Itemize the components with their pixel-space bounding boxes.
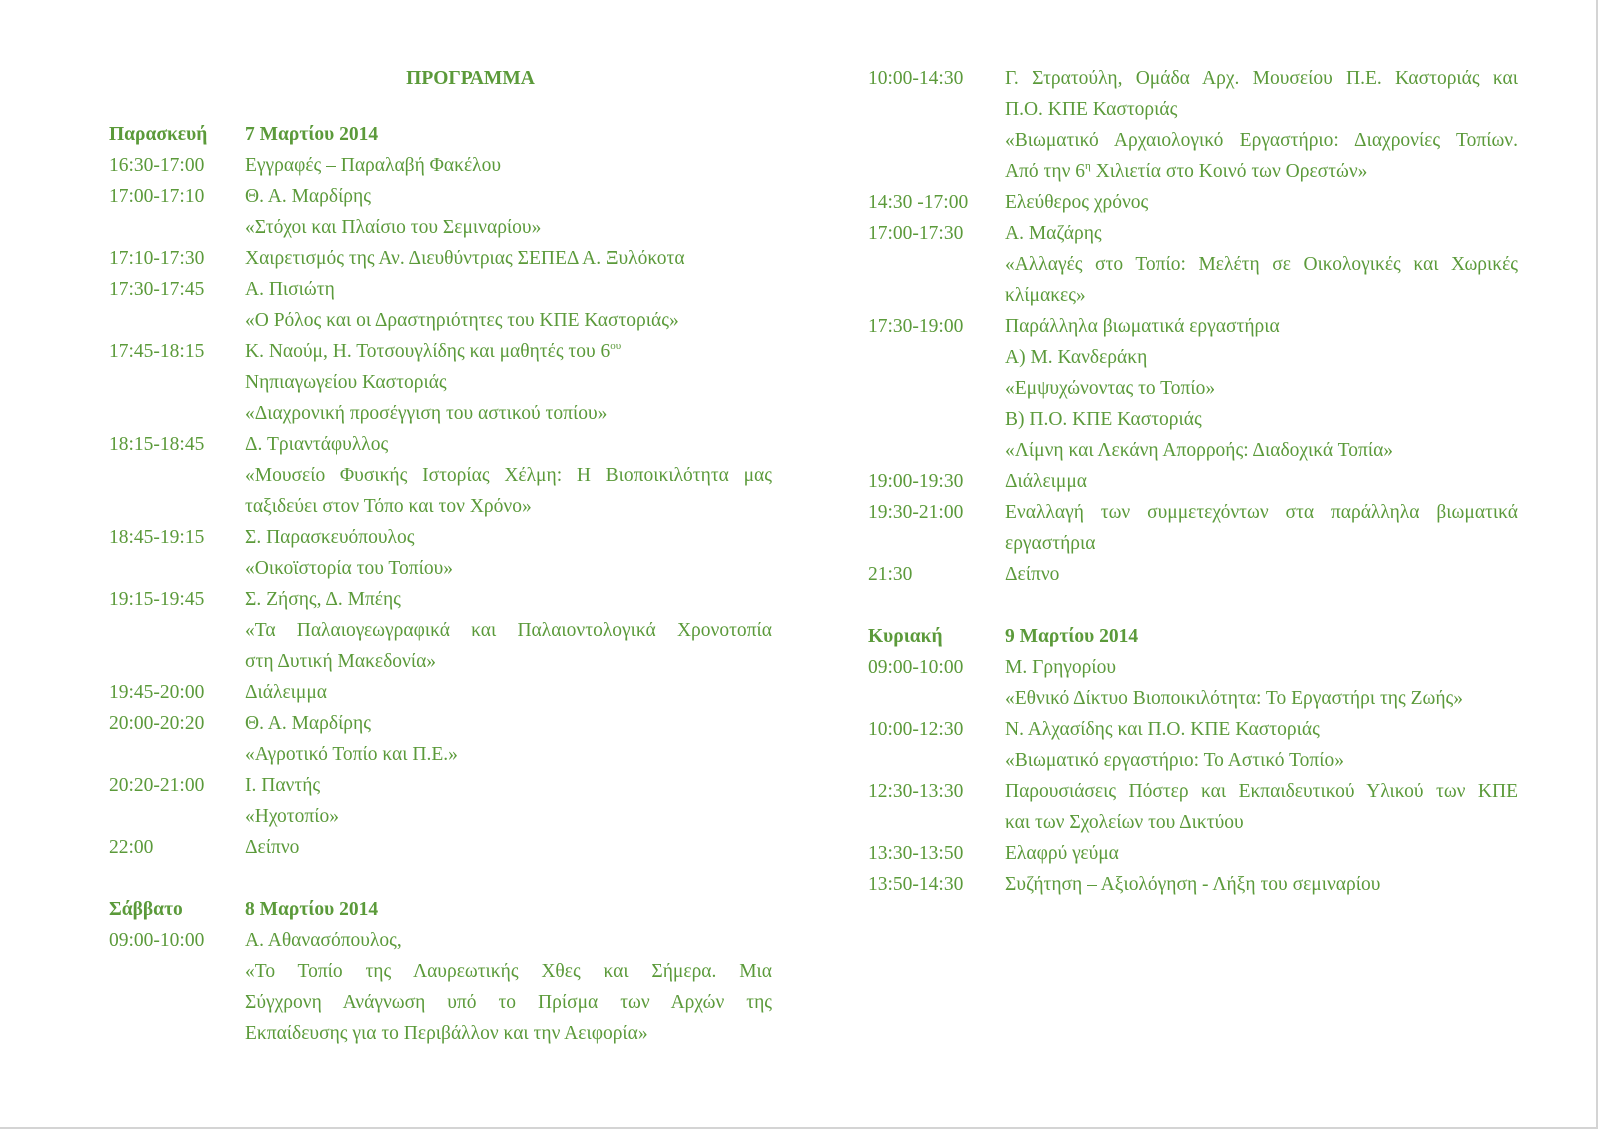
schedule-item: 18:45-19:15 Σ. Παρασκευόπουλος «Οικοϊστορία του Τοπίου»: [109, 527, 453, 579]
schedule-item: 17:00-17:30 Α. Μαζάρης «Αλλαγές στο Τοπίο: Μελέτη σε Οικολογικές και Χωρικές κλίμακες»: [868, 223, 1518, 306]
left-column: [109, 63, 772, 1049]
schedule-item: 19:15-19:45 Σ. Ζήσης, Δ. Μπέης «Τα Παλαιογεωγραφικά και Παλαιοντολογικά Χρονοτοπία στη Δυτική Μακεδονία»: [109, 589, 772, 672]
schedule-item: 21:30 Δείπνο: [868, 564, 1060, 585]
schedule-item: 19:30-21:00 Εναλλαγή των συμμετεχόντων στα παράλληλα βιωματικά εργαστήρια: [868, 502, 1518, 554]
schedule-item: 19:00-19:30 Διάλειμμα: [868, 471, 1088, 492]
schedule-item: 12:30-13:30 Παρουσιάσεις Πόστερ και Εκπαιδευτικού Υλικού των ΚΠΕ και των Σχολείων του Δικτύου: [868, 781, 1518, 833]
schedule-item: 14:30 -17:00 Ελεύθερος χρόνος: [868, 192, 1149, 213]
schedule-item: 16:30-17:00 Εγγραφές – Παραλαβή Φακέλου: [109, 155, 502, 176]
schedule-item: 17:30-17:45 Α. Πισιώτη «Ο Ρόλος και οι Δραστηριότητες του ΚΠΕ Καστοριάς»: [109, 279, 679, 331]
schedule-item: 19:45-20:00 Διάλειμμα: [109, 682, 328, 703]
schedule-item: 17:00-17:10 Θ. Α. Μαρδίρης «Στόχοι και Πλαίσιο του Σεμιναρίου»: [109, 186, 542, 238]
schedule-item: 13:30-13:50 Ελαφρύ γεύμα: [868, 843, 1119, 864]
schedule-item: 22:00 Δείπνο: [109, 837, 300, 858]
schedule-item: 17:45-18:15 Κ. Ναούμ, Η. Τοτσουγλίδης και μαθητές του $6^{o\upsilon}$ Νηπιαγωγείου Καστοριάς «Διαχρονική προσέγγιση του αστικού τοπίου»: [109, 340, 622, 424]
day-date: 8 Μαρτίου 2014: [245, 899, 379, 920]
day-date: 7 Μαρτίου 2014: [245, 124, 379, 145]
schedule-item: 20:20-21:00 Ι. Παντής «Ηχοτοπίο»: [109, 775, 339, 827]
day-date: 9 Μαρτίου 2014: [1005, 626, 1139, 647]
day-header-saturday: [109, 894, 772, 925]
day-label: Σάββατο: [109, 899, 183, 920]
schedule-item: 17:30-19:00 Παράλληλα βιωματικά εργαστήρια Α) Μ. Κανδεράκη «Εμψυχώνοντας το Τοπίο» Β) Π.Ο. ΚΠΕ Καστοριάς «Λίμνη και Λεκάνη Απορροής: Διαδοχικά Τοπία»: [868, 316, 1394, 461]
day-header-friday: [109, 119, 772, 150]
day-label: Κυριακή: [868, 626, 943, 647]
right-column: [868, 63, 1518, 900]
schedule-item: 20:00-20:20 Θ. Α. Μαρδίρης «Αγροτικό Τοπίο και Π.Ε.»: [109, 713, 458, 765]
schedule-item: 17:10-17:30 Χαιρετισμός της Αν. Διευθύντριας ΣΕΠΕΔ Α. Ξυλόκοτα: [109, 248, 685, 269]
schedule-item: 13:50-14:30 Συζήτηση – Αξιολόγηση - Λήξη του σεμιναρίου: [868, 874, 1381, 895]
schedule-item: 09:00-10:00 Μ. Γρηγορίου «Εθνικό Δίκτυο Βιοποικιλότητα: Το Εργαστήρι της Ζωής»: [868, 657, 1464, 709]
schedule-item: 10:00-14:30 Γ. Στρατούλη, Ομάδα Αρχ. Μουσείου Π.Ε. Καστοριάς και Π.Ο. ΚΠΕ Καστοριάς «Βιωματικό Αρχαιολογικό Εργαστήριο: Διαχρονίες Τοπίων. Από την $6^\eta$ Χιλιετία στο Κοινό των Ορεστών»: [868, 68, 1518, 182]
schedule-item: 10:00-12:30 Ν. Αλχασίδης και Π.Ο. ΚΠΕ Καστοριάς «Βιωματικό εργαστήριο: Το Αστικό Τοπίο»: [868, 719, 1344, 771]
schedule-item: 18:15-18:45 Δ. Τριαντάφυλλος «Μουσείο Φυσικής Ιστορίας Χέλμη: Η Βιοποικιλότητα μας ταξιδεύει στον Τόπο και τον Χρόνο»: [109, 434, 772, 517]
page-title: ΠΡΟΓΡΑΜΜΑ: [406, 68, 535, 89]
schedule-item: 09:00-10:00 Α. Αθανασόπουλος, «Το Τοπίο της Λαυρεωτικής Χθες και Σήμερα. Μια Σύγχρονη Ανάγνωση υπό το Πρίσμα των Αρχών της Εκπαίδευσης για το Περιβάλλον και την Αειφορία»: [109, 930, 772, 1044]
day-header-sunday: [868, 621, 1518, 652]
day-label: Παρασκευή: [109, 124, 208, 145]
